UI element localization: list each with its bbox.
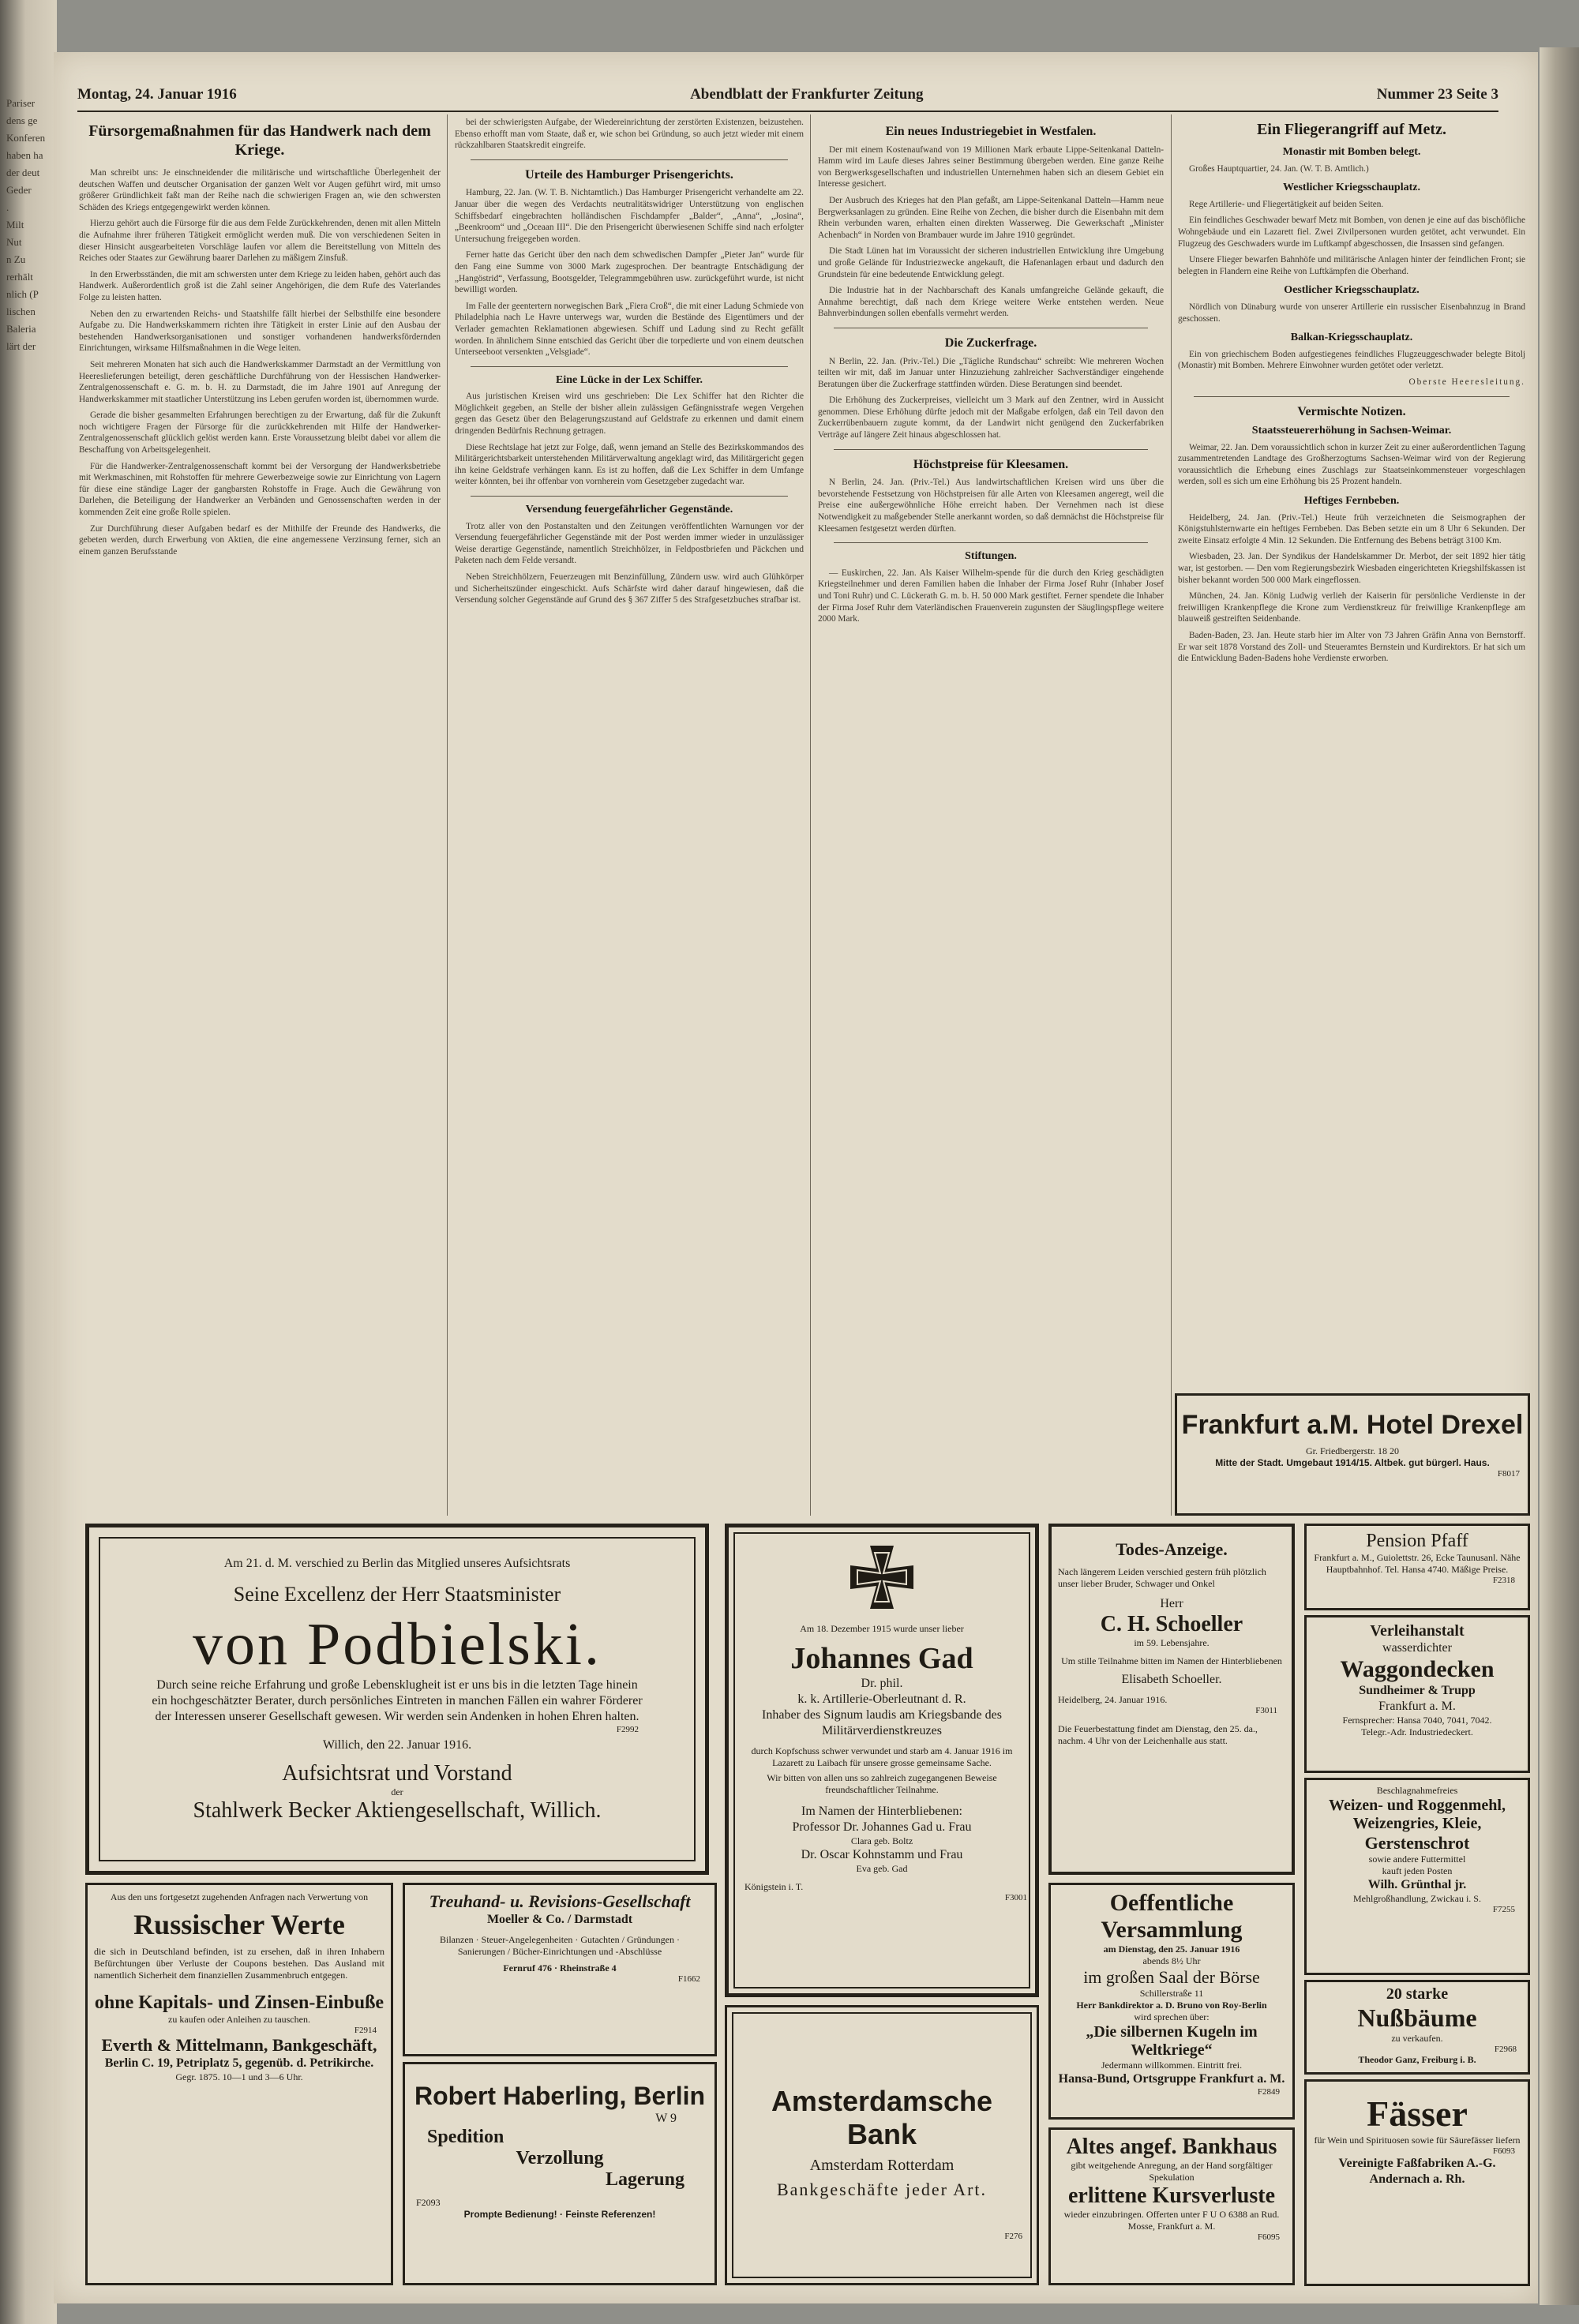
ad-reference: F2849 [1257, 2087, 1280, 2097]
ad-signature: Stahlwerk Becker Aktiengesellschaft, Willich. [193, 1798, 602, 1823]
ad-reference: F1662 [677, 1974, 700, 1984]
ad-address: Gr. Friedbergerstr. 18 20 [1305, 1445, 1400, 1456]
article-column-2 [455, 117, 804, 1516]
ad-text: Moeller & Co. / Darmstadt [486, 1913, 633, 1926]
article-title: Stiftungen. [965, 550, 1017, 563]
ad-text: Frankfurt a. M., Guiolettstr. 26, Ecke Taunusanl. Nähe Hauptbahnhof. Tel. Hansa 4740. Mäßige Preise. [1314, 1552, 1521, 1575]
divider [1194, 396, 1510, 397]
ad-text: W 9 [655, 2112, 677, 2125]
paragraph: N Berlin, 22. Jan. (Priv.-Tel.) Die „Tägliche Rundschau“ schreibt: Wie mehreren Wochen teilten wir mit, daß im Januar unter Hinzuziehung zahlreicher Sachverständiger eingehende Beratungen über die Zuckerfrage stattfinden würden. Diese Beratungen sind beendet. [818, 356, 1164, 389]
ad-reference: F7255 [1492, 1905, 1515, 1914]
ad-reference: F276 [1004, 2232, 1022, 2241]
ad-text: Mehlgroßhandlung, Zwickau i. S. [1353, 1893, 1481, 1904]
section-heading: Staatssteuererhöhung in Sachsen-Weimar. [1251, 425, 1452, 437]
ad-headline: „Die silbernen Kugeln im Weltkriege“ [1086, 2023, 1258, 2059]
ad-headline: Altes angef. Bankhaus [1066, 2135, 1277, 2159]
inner-frame [99, 1537, 696, 1861]
ad-text: Verzollung [516, 2148, 604, 2168]
ad-text: Frankfurt a. M. [1378, 1700, 1456, 1713]
column-rule [447, 114, 448, 1516]
paragraph: Die Stadt Lünen hat im Voraussicht der sicheren industriellen Entwicklung ihre Umgebung und große Gelände für Industriezwecke angekauft, die Hafenanlagen erbaut und dadurch den Grundstein für eine bedeutende Entwicklung gelegt. [818, 246, 1164, 279]
divider [471, 496, 788, 497]
paragraph: bei der schwierigsten Aufgabe, der Wiedereinrichtung der zerstörten Existenzen, beizustehen. Ebenso erhofft man vom Staate, daß er, wie schon bei Gründung, so auch jetzt wieder mit einem rückzahlbaren Staatskredit eingreife. [455, 118, 804, 151]
ad-text: Aus den uns fortgesetzt zugehenden Anfragen nach Verwertung von [110, 1891, 369, 1902]
ad-signature: Eva geb. Gad [856, 1863, 908, 1874]
ad-place-date: Willich, den 22. Januar 1916. [322, 1738, 472, 1752]
divider [834, 542, 1148, 543]
ad-text: Beschlagnahmefreies [1376, 1785, 1458, 1796]
paragraph: Aus juristischen Kreisen wird uns geschrieben: Die Lex Schiffer hat den Richter die Möglichkeit gegeben, an Stelle der bisher allein zulässigen Gefängnisstrafe wegen Vergehen gegen das Gesetz über den Belagerungszustand auf Geldstrafe zu erkennen und damit einem dringenden Bedürfnis Rechnung getragen. [455, 392, 804, 437]
ad-reference: F3011 [1255, 1706, 1277, 1715]
paragraph: Heidelberg, 24. Jan. (Priv.-Tel.) Heute früh verzeichneten die Seismographen der Königstuhlsternwarte ein heftiges Fernbeben. Das Beben setzte ein um 8 Uhr 6 Sekunden. Der zweite Einsatz erfolgte 4 Min. 12 Sekunden. Die Entfernung des Bebens beträgt 3100 Km. [1178, 512, 1525, 545]
ad-text: wird sprechen über: [1134, 2011, 1210, 2022]
ad-text: zu verkaufen. [1391, 2033, 1443, 2044]
paragraph: Ferner hatte das Gericht über den nach dem schwedischen Dampfer „Pieter Jan“ wurde für den Fang eine Summe von 3000 Mark zugesprochen. Der beantragte Entschädigung der „Hangöstrid“, Verfassung, Bootsgelder, Telegrammgebühren usw. zurückgeführt wurde, ist nicht bewilligt worden. [455, 250, 804, 295]
article-title: Versendung feuergefährlicher Gegenstände. [525, 504, 733, 516]
ad-text: Lagerung [605, 2169, 684, 2190]
paragraph: München, 24. Jan. König Ludwig verlieh der Kaiserin für persönliche Verdienste in der freiwilligen Krankenpflege die Krone zum Verdienstkreuz für freiwillige Krankenpflege am blauweiß gestreiften Seidenbande. [1178, 591, 1525, 624]
ad-text: Schillerstraße 11 [1139, 1988, 1204, 1999]
ad-reference: F6093 [1492, 2146, 1515, 2156]
paragraph: Hamburg, 22. Jan. (W. T. B. Nichtamtlich.) Das Hamburger Prisengericht verhandelte am 22. Januar über die wegen des Verdachts neutralitätswidriger Unterstützung von englischen Schiffsbedarf eingebrachten holländischen Fischdampfer „Balder“, „Anna“, „Josina“, „Beenkroom“ und „Oceaan III“. Die den Prisengericht überwiesenen Schiffe sind nach erfolgter Untersuchung freigegeben worden. [455, 188, 804, 244]
ad-text: gibt weitgehende Anregung, an der Hand sorgfältiger Spekulation [1071, 2160, 1273, 2183]
versammlung-ad [1048, 1883, 1295, 2120]
ad-headline: Pension Pfaff [1366, 1531, 1468, 1551]
section-heading: Balkan-Kriegsschauplatz. [1290, 332, 1413, 344]
masthead-title: Abendblatt der Frankfurter Zeitung [690, 86, 924, 103]
section-heading: Heftiges Fernbeben. [1303, 495, 1400, 508]
ad-title: Todes-Anzeige. [1116, 1539, 1228, 1559]
ad-headline: Treuhand- u. Revisions-Gesellschaft [429, 1891, 691, 1911]
paragraph: Diese Rechtslage hat jetzt zur Folge, daß, wenn jemand an Stelle des Bezirkskommandos des Militärgerichtsbarkeit unterstehenden Militärverwaltung angeklagt wird, das Militärgericht gegen ihn keine Geldstrafe verhängen kann. Es ist zu hoffen, daß die Lex Schiffer in dem Umfange weiter könnten, bei ihr offenbar von vornherein vom Gesetzgeber zugedacht war. [455, 442, 804, 487]
book-binding-gutter [0, 0, 57, 2324]
ad-name: C. H. Schoeller [1100, 1612, 1243, 1636]
ad-signature: Professor Dr. Johannes Gad u. Frau [792, 1820, 972, 1834]
paragraph: Ein feindliches Geschwader bewarf Metz mit Bomben, von denen je eine auf das bischöfliche Wohngebäude und ein Lazarett fiel. Zwei Zivilpersonen wurden getötet, acht verwundet. Ein Flugzeug des Geschwaders wurde im Luftkampf abgeschossen, die Insassen sind gefangen. [1178, 216, 1525, 249]
ad-signature: Elisabeth Schoeller. [1121, 1673, 1222, 1686]
paragraph: Seit mehreren Monaten hat sich auch die Handwerkskammer Darmstadt an der Vermittlung von Heereslieferungen beteiligt, deren geschäftliche Durchführung von der Hessischen Handwerker-Zentralgenossenschaft e. G. m. b. H. zu Darmstadt, die im Jahre 1901 auf Anregung der Handwerkskammer mit staatlicher Unterstützung ins Leben gerufen worden ist, übernommen wurde. [79, 359, 441, 404]
ad-text: im 59. Lebensjahre. [1134, 1637, 1210, 1648]
paragraph: Neben den zu erwartenden Reichs- und Staatshilfe fällt hierbei der Selbsthilfe eine besondere Aufgabe zu. Die Handwerkskammern richten ihre Tätigkeit in erster Linie auf den Ausbau der bestehenden Handwerksorganisationen und sonstiger vorhandenen handwerksfördernden Einrichtungen, wirksame Hilfsmaßnahmen in die Wege leiten. [79, 309, 441, 354]
signature: Oberste Heeresleitung. [1408, 377, 1525, 387]
ad-text: wieder einzubringen. Offerten unter F U O 6388 an Rud. Mosse, Frankfurt a. M. [1063, 2209, 1280, 2232]
ad-text: Gegr. 1875. 10—1 und 3—6 Uhr. [175, 2071, 303, 2082]
ad-reference: F2968 [1494, 2045, 1517, 2054]
paragraph: Der Ausbruch des Krieges hat den Plan gefaßt, am Lippe-Seitenkanal Datteln—Hamm neue Bergwerksanlagen zu gründen. Eine Reihe von Zechen, die bisher durch die Eisenbahn mit dem Rhein verbunden waren, erhalten einen direkten Wasserweg. Die Gewerkschaft „Minister Achenbach“ in Norden von Brambauer wurde im Jahre 1910 gegründet. [818, 195, 1164, 240]
ad-address: Berlin C. 19, Petriplatz 5, gegenüb. d. Petrikirche. [104, 2056, 374, 2070]
ad-text: am Dienstag, den 25. Januar 1916 [1103, 1944, 1240, 1955]
paragraph: Die Erhöhung des Zuckerpreises, vielleicht um 3 Mark auf den Zentner, wird in Aussicht genommen. Diese Erhöhung dürfte jedoch mit der Maßgabe erfolgen, daß ein Teil davon den Zuckerrübenbauern zugute kommt, da der Landwirt nicht genügend den Zuckerfabriken Verträge auf längere Zeit hinaus abgeschlossen hat. [818, 395, 1164, 440]
paragraph: Man schreibt uns: Je einschneidender die militärische und wirtschaftliche Überlegenheit der deutschen Waffen und deutscher Organisation der ganzen Welt vor Augen geführt wird, mit umso größerer Gründlichkeit faßt man der Reihe nach die schwierigen Fragen an, wie den schwersten Schäden des Kriegs entgegengewirkt werden können. [79, 168, 441, 212]
ad-text: 20 starke [1386, 1985, 1449, 2003]
column-rule [810, 114, 811, 1516]
ad-reference: F2318 [1492, 1576, 1515, 1585]
ad-headline: Fässer [1367, 2093, 1468, 2134]
paragraph: Großes Hauptquartier, 24. Jan. (W. T. B. Amtlich.) [1189, 163, 1369, 174]
ad-reference: F2914 [354, 2026, 377, 2035]
ad-text: Sundheimer & Trupp [1359, 1684, 1476, 1697]
ad-text: Durch seine reiche Erfahrung und große Lebensklugheit ist er uns bis in die letzten Tage hinein ein hochgeschätzter Berater, durch persönliches Eintreten in manchen Fällen ein wahrer Förderer der Interessen unserer Gesellschaft gewesen. Wir werden sein Andenken in hohen Ehren halten. [152, 1678, 643, 1723]
faesser-ad [1304, 2079, 1530, 2286]
ad-name: Johannes Gad [790, 1642, 973, 1675]
ad-text: im großen Saal der Börse [1083, 1967, 1260, 1987]
ad-signature: Vereinigte Faßfabriken A.-G. [1338, 2157, 1496, 2170]
ad-signature: Im Namen der Hinterbliebenen: [801, 1805, 962, 1818]
article-column-1 [79, 118, 441, 1516]
paragraph: Wiesbaden, 23. Jan. Der Syndikus der Handelskammer Dr. Merbot, der seit 1892 hier tätig war, ist gestorben. — Den vom Regierungsbezirk Wiesbaden eingerichteten Kriegshilfskassen ist bisher bekannt worden 500 000 Mark eingeflossen. [1178, 552, 1525, 585]
ad-headline: Weizengries, Kleie, [1352, 1815, 1482, 1832]
divider [471, 366, 788, 367]
ad-reference: F8017 [1497, 1469, 1520, 1479]
nussbaum-ad [1304, 1980, 1530, 2075]
inner-frame [733, 1532, 1030, 1989]
ad-text: Prompte Bedienung! · Feinste Referenzen! [463, 2209, 656, 2220]
article-subtitle: Monastir mit Bomben belegt. [1282, 146, 1421, 158]
hotel-drexel-ad [1175, 1393, 1530, 1516]
page-edge [1540, 47, 1579, 2305]
ad-headline: ohne Kapitals- und Zinsen-Einbuße [94, 1992, 384, 2013]
paragraph: Rege Artillerie- und Fliegertätigkeit auf beiden Seiten. [1189, 199, 1384, 209]
ad-text: Bankgeschäfte jeder Art. [776, 2180, 988, 2199]
bankhaus-ad [1048, 2127, 1295, 2285]
ad-text: Am 21. d. M. verschied zu Berlin das Mitglied unseres Aufsichtsrats [223, 1557, 571, 1570]
ad-place: Königstein i. T. [744, 1881, 804, 1892]
section-heading: Oestlicher Kriegsschauplatz. [1284, 284, 1420, 297]
waggondecken-ad [1304, 1615, 1530, 1773]
amsterdamsche-bank-ad [725, 2005, 1039, 2285]
ad-text: Nach längerem Leiden verschied gestern früh plötzlich unser lieber Bruder, Schwager und Onkel [1058, 1566, 1266, 1589]
ad-text: Wir bitten von allen uns so zahlreich zugegangenen Beweise freundschaftlicher Teilnahme. [767, 1772, 997, 1795]
ad-signature: Dr. Oscar Kohnstamm und Frau [801, 1848, 963, 1861]
ad-text: Herr [1160, 1597, 1183, 1610]
ad-headline: Gerstenschrot [1364, 1833, 1470, 1853]
ad-text: Dr. phil. [861, 1677, 903, 1690]
ad-reference: F6095 [1257, 2232, 1280, 2242]
article-title: Vermischte Notizen. [1297, 404, 1406, 418]
ad-reference: F2093 [416, 2197, 441, 2208]
ad-headline: Nußbäume [1357, 2004, 1477, 2032]
ad-text: sowie andere Futtermittel [1368, 1854, 1466, 1865]
article-title: Ein Fliegerangriff auf Metz. [1257, 121, 1446, 138]
ad-signature: Theodor Ganz, Freiburg i. B. [1358, 2054, 1476, 2065]
column-rule [1171, 114, 1172, 1516]
ad-text: Um stille Teilnahme bitten im Namen der Hinterbliebenen [1061, 1655, 1282, 1666]
ad-reference: F3001 [1004, 1893, 1027, 1902]
ad-text: die sich in Deutschland befinden, ist zu ersehen, daß in ihren Inhabern Befürchtungen über Verluste der Coupons bestehen. Das Ausland mit namentlich Sicherheit dem finanziellen Zusammenbruch entgegen. [94, 1946, 384, 1981]
ad-address: Fernruf 476 · Rheinstraße 4 [503, 1962, 617, 1974]
ad-text: für Wein und Spirituosen sowie für Säurefässer liefern [1314, 2135, 1521, 2146]
divider [834, 449, 1148, 450]
ad-text: zu kaufen oder Anleihen zu tauschen. [168, 2014, 310, 2025]
paragraph: Neben Streichhölzern, Feuerzeugen mit Benzinfüllung, Zündern usw. wird auch Glühkörper und Sicherheitszünder eingeschickt. Aufs Schärfste wird daher darauf hingewiesen, daß die Versendung solcher Gegenstände auf Grund des § 367 Ziffer 5 des Strafgesetzbuches strafbar ist. [455, 572, 804, 605]
ad-reference: F2992 [616, 1725, 639, 1734]
article-title: Höchstpreise für Kleesamen. [913, 457, 1069, 471]
ad-text: Am 18. Dezember 1915 wurde unser lieber [800, 1623, 964, 1634]
article-column-3 [818, 117, 1164, 1516]
paragraph: — Euskirchen, 22. Jan. Als Kaiser Wilhelm-spende für die durch den Krieg geschädigten Kriegsteilnehmer und deren Familien haben die Inhaber der Firma Josef Ruhr (Inhaber Josef und Toni Ruhr) und C. Lückerath G. m. b. H. 50 000 Mark gestiftet. Ferner spendete die Inhaber der Firma Josef Ruhr dem Vaterländischen Frauenverein zugunsten der Säuglingspflege weitere 2000 Mark. [818, 568, 1164, 624]
paragraph: N Berlin, 24. Jan. (Priv.-Tel.) Aus landwirtschaftlichen Kreisen wird uns über die bevorstehende Festsetzung von Höchstpreisen für alle Arten von Kleesamen angeregt, weil die Preise eine außergewöhnliche Höhe erreicht haben. Der Vernehmen nach ist diese Notwendigkeit zu maßgebender Stelle anerkannt worden, so daß demnächst die Höchstpreise für Kleesamen festgesetzt werden dürften. [818, 478, 1164, 534]
ad-signature: Everth & Mittelmann, Bankgeschäft, [101, 2035, 377, 2055]
ad-text: Fernsprecher: Hansa 7040, 7041, 7042. [1342, 1715, 1492, 1726]
ad-headline: Amsterdamsche Bank [771, 2085, 993, 2150]
article-title: Die Zuckerfrage. [944, 335, 1037, 350]
paragraph: Zur Durchführung dieser Aufgaben bedarf es der Mithilfe der Freunde des Handwerks, die gebeten werden, durch Erwerbung von Aktien, die eine angemessene Verzinsung ferner, sich an einem ganzen Berufsstande [79, 523, 441, 557]
ad-text: durch Kopfschuss schwer verwundet und starb am 4. Januar 1916 im Lazarett zu Laibach für unsere grosse gemeinsame Sache. [751, 1745, 1013, 1768]
paragraph: Im Falle der geentertern norwegischen Bark „Fiera Croß“, die mit einer Ladung Schmiede von Philadelphia nach Le Havre unterwegs war, wurden die Bestände des Eigentümers und der Verlader gemachten Reklamationen abgewiesen. Schiff und Ladung sind zu Recht gefällt worden. In ähnlichem Sinne entschied das Gericht über die torpedierte und von einem deutschen Unterseeboot versenkten „Velsgiade“. [455, 301, 804, 358]
ad-headline: Russischer Werte [133, 1909, 345, 1940]
article-title: Urteile des Hamburger Prisengerichts. [525, 167, 733, 182]
previous-page-fragment: Pariser dens ge Konferen haben ha der deut Geder . Milt Nut n Zu rerhält nlich (P lischen Baleria lärt der [6, 97, 46, 352]
ad-text: k. k. Artillerie-Oberleutnant d. R. [797, 1692, 966, 1706]
schoeller-obituary [1048, 1524, 1295, 1875]
article-title: Eine Lücke in der Lex Schiffer. [556, 373, 703, 386]
paragraph: Nördlich von Dünaburg wurde von unserer Artillerie ein russischer Eisenbahnzug in Brand geschossen. [1178, 302, 1525, 324]
ad-headline: erlittene Kursverluste [1067, 2183, 1276, 2208]
ad-signature: der [391, 1786, 403, 1797]
ad-title: Seine Excellenz der Herr Staatsminister [233, 1583, 561, 1606]
paragraph: Gerade die bisher gesammelten Erfahrungen berechtigen zu der Erwartung, daß für die Zukunft noch wichtigere Fragen der Fürsorge für die zurückkehrenden mit Hilfe der Handwerker-Zentralgenossenschaft glücklich gelöst werden kann. Erste Voraussetzung bleibt dabei vor allem die Beschaffung von Arbeitsgelegenheit. [79, 410, 441, 455]
paragraph: Die Industrie hat in der Nachbarschaft des Kanals umfangreiche Gelände gekauft, die Annahme berechtigt, daß nach dem Kriege weitere Werke entstehen werden. Neue Bahnverbindungen sollen ebenfalls vermehrt werden. [818, 286, 1164, 319]
masthead [77, 85, 1498, 112]
paragraph: Für die Handwerker-Zentralgenossenschaft kommt bei der Versorgung der Handwerksbetriebe mit Werkmaschinen, mit Rohstoffen für mehrere Gewerbezweige sowie zur Einrichtung von Lagern für diese eine ständige Lager der gangbarsten Rohstoffe in Frage. Auch die Gewährung von Darlehen, die Beteiligung der Handwerker an Verbänden und Genossenschaften werden in der kommenden Zeit eine große Rolle spielen. [79, 461, 441, 518]
masthead-date: Montag, 24. Januar 1916 [77, 86, 237, 103]
paragraph: Trotz aller von den Postanstalten und den Zeitungen veröffentlichten Warnungen vor der Versendung feuergefährlicher Gegenstände mit der Post werden immer wieder in unzulässiger Weise derartige Gegenstände, namentlich Streichhölzer, in Feldpostbriefen und Päckchen und Paketen nach dem Felde versandt. [455, 521, 804, 566]
ad-headline: Frankfurt a.M. Hotel Drexel [1181, 1410, 1524, 1440]
ad-headline: Waggondecken [1340, 1656, 1495, 1682]
ad-text: Herr Bankdirektor a. D. Bruno von Roy-Berlin [1076, 2000, 1267, 2011]
section-heading: Westlicher Kriegsschauplatz. [1283, 182, 1420, 194]
ad-signature: Clara geb. Boltz [850, 1835, 913, 1846]
paragraph: Ein von griechischem Boden aufgestiegenes feindliches Flugzeuggeschwader belegte Bitolj (Monastir) mit Bomben. Mehrere Einwohner wurden getötet oder verletzt. [1178, 349, 1525, 371]
ad-text: Bilanzen · Steuer-Angelegenheiten · Gutachten / Gründungen · Sanierungen / Bücher-Einrichtungen und -Abschlüsse [440, 1934, 680, 1957]
ad-text: Inhaber des Signum laudis am Kriegsbande des Militärverdienstkreuzes [762, 1708, 1002, 1737]
ad-text: Amsterdam Rotterdam [809, 2157, 955, 2174]
mehl-ad [1304, 1778, 1530, 1975]
ad-text: Telegr.-Adr. Industriedeckert. [1361, 1726, 1473, 1737]
ad-text: abends 8½ Uhr [1142, 1955, 1201, 1966]
article-column-4 [1178, 117, 1525, 1388]
pension-pfaff-ad [1304, 1524, 1530, 1610]
paragraph: Hierzu gehört auch die Fürsorge für die aus dem Felde Zurückkehrenden, denen mit allen Mitteln die Aufnahme ihrer früheren Tätigkeit ermöglicht werden muß. Die von verschiedenen Seiten in dieser Hinsicht ausgearbeiteten Vorschläge laufen vor allem die Bereitstellung von Mitteln des Reiches oder Staates zur Gewährung baarer Darlehen zu mäßigem Zinsfuß. [79, 219, 441, 264]
podbielski-obituary [85, 1524, 709, 1875]
paragraph: In den Erwerbsständen, die mit am schwersten unter dem Kriege zu leiden haben, gehört auch das Handwerk. Außerordentlich groß ist die Zahl seiner Angehörigen, die dem Rufe des Vaterlandes Folge zu leisten hatten. [79, 269, 441, 302]
gad-obituary [725, 1524, 1039, 1997]
russische-werte-ad [85, 1883, 393, 2285]
ad-name: von Podbielski. [193, 1611, 602, 1677]
ad-text: Jedermann willkommen. Eintritt frei. [1101, 2060, 1243, 2071]
ad-headline: Verleihanstalt [1370, 1622, 1465, 1640]
ad-headline: Oeffentliche Versammlung [1101, 1890, 1243, 1943]
haberling-ad [403, 2062, 717, 2285]
ad-signature: Hansa-Bund, Ortsgruppe Frankfurt a. M. [1058, 2072, 1285, 2086]
ad-text: wasserdichter [1382, 1641, 1452, 1655]
ad-text: Mitte der Stadt. Umgebaut 1914/15. Altbek. gut bürgerl. Haus. [1215, 1457, 1490, 1468]
ad-text: Andernach a. Rh. [1369, 2172, 1465, 2186]
ad-place-date: Heidelberg, 24. Januar 1916. [1058, 1694, 1168, 1705]
treuhand-ad [403, 1883, 717, 2056]
paragraph: Der mit einem Kostenaufwand von 19 Millionen Mark erbaute Lippe-Seitenkanal Datteln-Hamm wird im Laufe dieses Jahres seiner Bestimmung übergeben werden. Eine ganze Reihe von Bergwerksgesellschaften und industriellen Unternehmen haben sich an diesem Gebiet ein Interesse gesichert. [818, 144, 1164, 189]
ad-text: Spedition [427, 2127, 504, 2147]
ad-text: kauft jeden Posten [1382, 1865, 1453, 1876]
ad-text: Die Feuerbestattung findet am Dienstag, den 25. da., nachm. 4 Uhr von der Leichenhalle aus statt. [1058, 1723, 1258, 1746]
paragraph: Baden-Baden, 23. Jan. Heute starb hier im Alter von 73 Jahren Gräfin Anna von Bernstorff. Er war seit 1878 Vorstand des Zoll- und Steueramtes Bernstein und Kurdirektors. Er hat sich um die Entwicklung Baden-Badens hohe Verdienste erworben. [1178, 631, 1525, 664]
paragraph: Unsere Flieger bewarfen Bahnhöfe und militärische Anlagen hinter der feindlichen Front; sie belegten in Flandern eine Reihe von Luftkämpfen die Oberhand. [1178, 255, 1525, 276]
article-title: Ein neues Industriegebiet in Westfalen. [885, 125, 1097, 138]
ad-signature: Wilh. Grünthal jr. [1367, 1878, 1467, 1891]
ad-signature: Aufsichtsrat und Vorstand [282, 1761, 512, 1786]
divider [471, 159, 788, 160]
ad-headline: Robert Haberling, Berlin [414, 2082, 706, 2110]
article-title: Fürsorgemaßnahmen für das Handwerk nach dem Kriege. [88, 122, 431, 159]
ad-headline: Weizen- und Roggenmehl, [1329, 1797, 1506, 1814]
masthead-page-number: Nummer 23 Seite 3 [1376, 86, 1498, 103]
inner-frame [732, 2012, 1032, 2278]
paragraph: Weimar, 22. Jan. Dem voraussichtlich schon in kurzer Zeit zu einer außerordentlichen Tagung zusammentretenden Landtage des Großherzogtums Sachsen-Weimar wird von der Regierung voraussichtlich die Erhebung eines Zuschlags zur Staatseinkommensteuer vorgeschlagen werden, soll es sich um eine Erhöhung bis 25 Prozent handeln. [1178, 442, 1525, 487]
